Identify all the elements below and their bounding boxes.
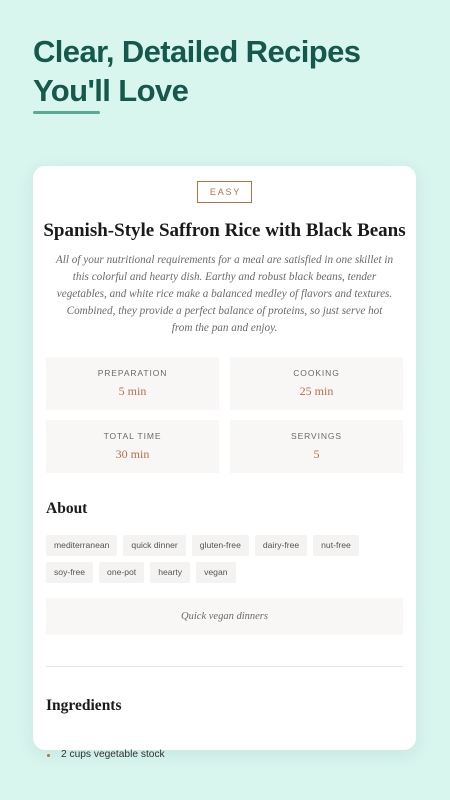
difficulty-badge-wrap	[33, 181, 416, 203]
tag-chip[interactable]: mediterranean	[46, 535, 117, 556]
tag-chip[interactable]: dairy-free	[255, 535, 307, 556]
hero-title-line2: You'll Love	[33, 73, 189, 108]
ingredient-text: 2 cups vegetable stock	[61, 749, 165, 760]
tag-chip[interactable]: nut-free	[313, 535, 359, 556]
stat-value: 5 min	[118, 384, 147, 398]
bullet-icon	[47, 754, 50, 757]
recipe-title: Spanish-Style Saffron Rice with Black Beans	[43, 220, 406, 241]
stat-value: 30 min	[115, 447, 150, 461]
stat-label: PREPARATION	[97, 368, 168, 378]
recipe-stats-grid	[46, 357, 403, 473]
stat-preparation	[46, 357, 219, 410]
ingredient-item	[46, 748, 403, 762]
stat-label: SERVINGS	[291, 431, 342, 441]
stat-label: COOKING	[293, 368, 340, 378]
difficulty-badge: EASY	[197, 181, 252, 203]
hero-headline	[33, 32, 433, 114]
stat-value: 25 min	[299, 384, 334, 398]
ingredient-list	[46, 748, 403, 762]
stat-cooking	[230, 357, 403, 410]
stat-label: TOTAL TIME	[103, 431, 162, 441]
tag-chip[interactable]: one-pot	[99, 562, 144, 583]
stat-total-time	[46, 420, 219, 473]
hero-title	[33, 32, 433, 110]
tag-chip[interactable]: quick dinner	[123, 535, 185, 556]
hero-underline	[33, 111, 100, 114]
collection-link[interactable]: Quick vegan dinners	[46, 598, 403, 635]
stat-servings	[230, 420, 403, 473]
tag-chip[interactable]: soy-free	[46, 562, 93, 583]
hero-title-line1: Clear, Detailed Recipes	[33, 34, 361, 69]
tag-list	[46, 535, 403, 583]
recipe-card[interactable]	[33, 166, 416, 760]
tag-chip[interactable]: vegan	[196, 562, 235, 583]
stat-value: 5	[313, 447, 320, 461]
tag-chip[interactable]: gluten-free	[192, 535, 249, 556]
ingredients-heading: Ingredients	[46, 697, 122, 714]
about-heading: About	[46, 500, 88, 517]
recipe-description: All of your nutritional requirements for a meal are satisfied in one skillet in this colorful and hearty dish. Earthy and robust black beans, tender vegetables, and white rice make a balanced medley of flavors and textures. Combined, they provide a perfect balance of proteins, so just serve hot from the pan and enjoy.	[55, 254, 394, 334]
section-divider	[46, 666, 403, 667]
tag-chip[interactable]: hearty	[150, 562, 190, 583]
